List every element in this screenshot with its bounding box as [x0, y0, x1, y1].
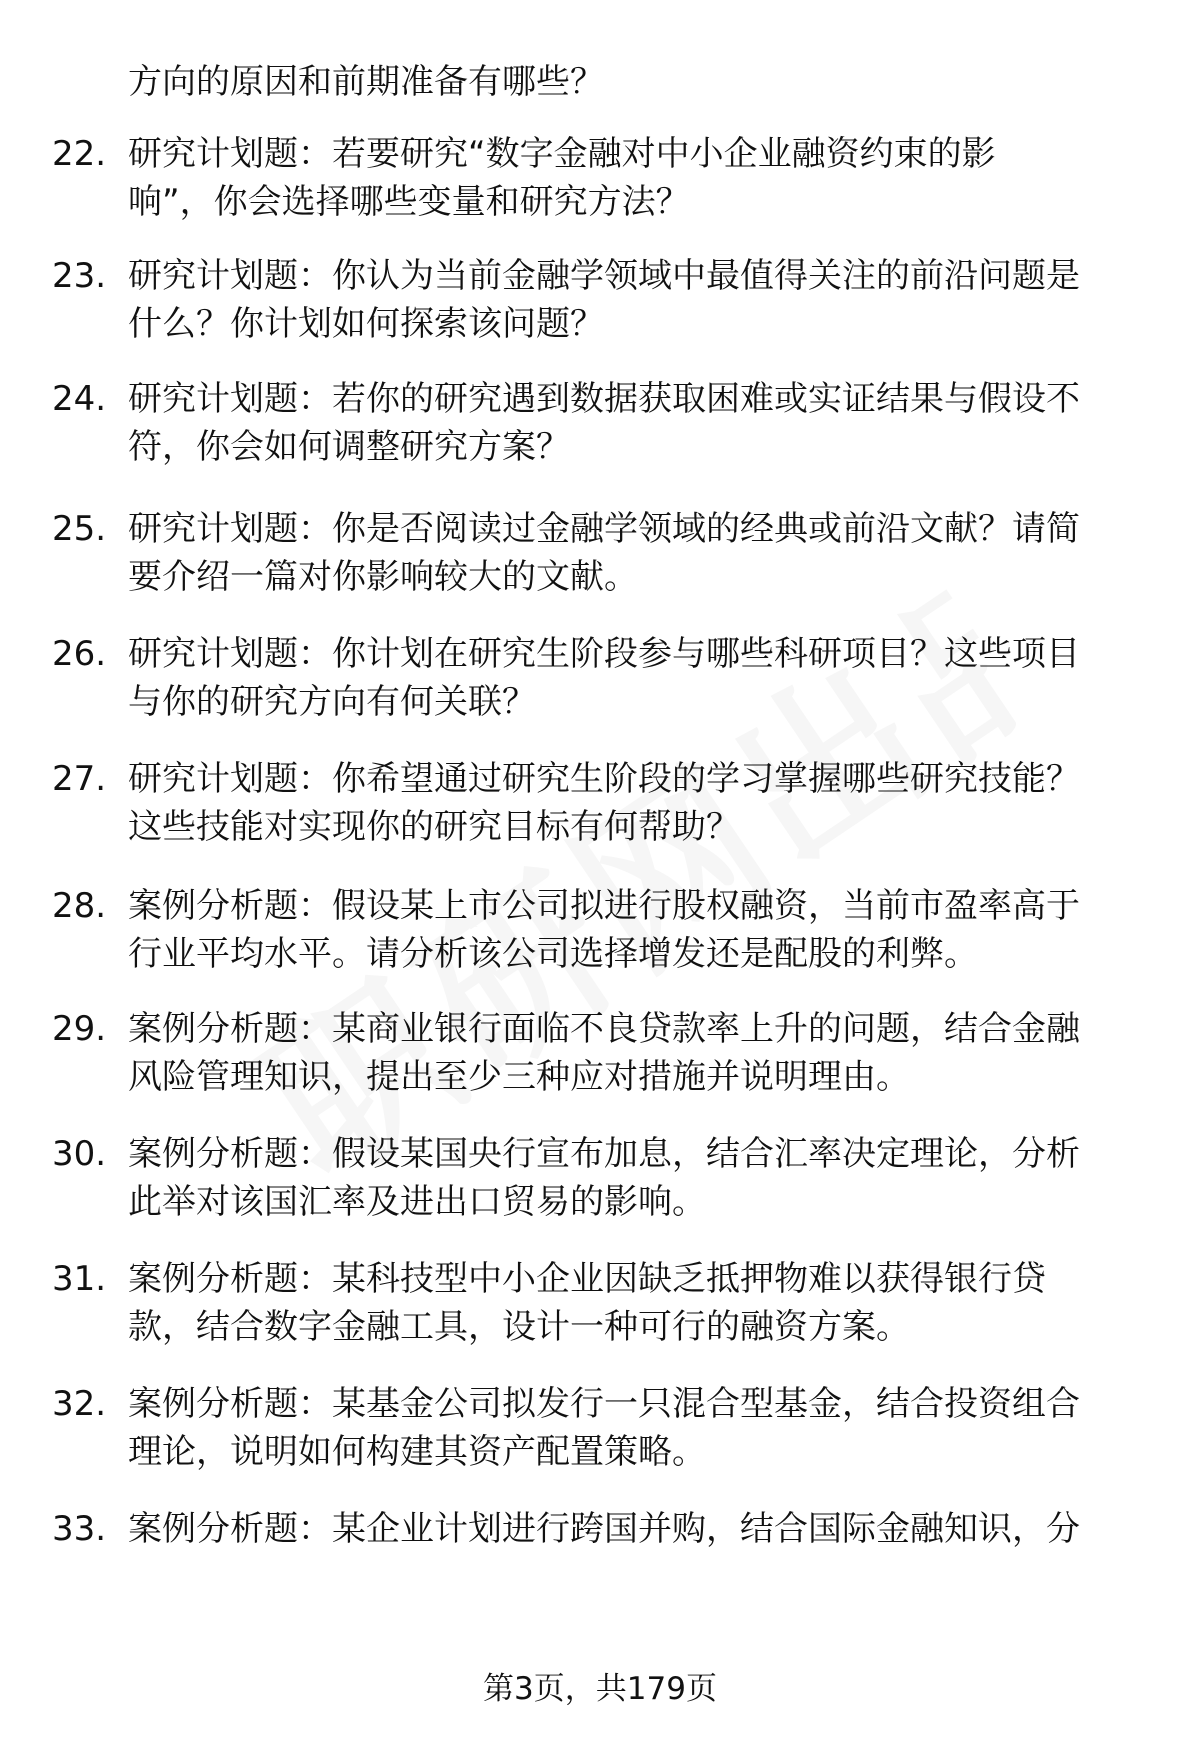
question-line: 此举对该国汇率及进出口贸易的影响。: [128, 1182, 706, 1222]
question-line: 研究计划题：若要研究“数字金融对中小企业融资约束的影: [128, 134, 996, 174]
question-text: [128, 375, 1140, 471]
question-item-22: [0, 130, 1200, 230]
question-item-23: [0, 252, 1200, 352]
question-number: 25.: [52, 509, 107, 549]
question-line: 研究计划题：你希望通过研究生阶段的学习掌握哪些研究技能？: [128, 759, 1080, 799]
question-item-30: [0, 1130, 1200, 1230]
page-footer: 第3页，共179页: [483, 1671, 717, 1707]
question-line: 行业平均水平。请分析该公司选择增发还是配股的利弊。: [128, 934, 978, 974]
continued-question-text: 方向的原因和前期准备有哪些？: [128, 62, 604, 102]
question-number: 23.: [52, 256, 107, 296]
question-item-28: [0, 882, 1200, 982]
question-item-33: [0, 1505, 1200, 1605]
question-line: 理论，说明如何构建其资产配置策略。: [128, 1432, 706, 1472]
question-line: 响”，你会选择哪些变量和研究方法？: [128, 182, 690, 222]
question-item-26: [0, 630, 1200, 730]
question-line: 研究计划题：你认为当前金融学领域中最值得关注的前沿问题是: [128, 256, 1080, 296]
question-line: 风险管理知识，提出至少三种应对措施并说明理由。: [128, 1057, 910, 1097]
question-line: 案例分析题：某商业银行面临不良贷款率上升的问题，结合金融: [128, 1009, 1080, 1049]
question-item-25: [0, 505, 1200, 605]
question-line: 案例分析题：假设某国央行宣布加息，结合汇率决定理论，分析: [128, 1134, 1080, 1174]
question-line: 要介绍一篇对你影响较大的文献。: [128, 557, 638, 597]
question-text: [128, 1505, 1140, 1553]
question-text: [128, 630, 1140, 726]
question-number: 24.: [52, 379, 107, 419]
question-text: [128, 1005, 1140, 1101]
question-line: 案例分析题：某企业计划进行跨国并购，结合国际金融知识，分: [128, 1509, 1080, 1549]
question-line: 这些技能对实现你的研究目标有何帮助？: [128, 807, 740, 847]
question-item-31: [0, 1255, 1200, 1355]
question-item-32: [0, 1380, 1200, 1480]
question-line: 什么？你计划如何探索该问题？: [128, 304, 604, 344]
question-number: 29.: [52, 1009, 107, 1049]
question-line: 与你的研究方向有何关联？: [128, 682, 536, 722]
question-line: 案例分析题：假设某上市公司拟进行股权融资，当前市盈率高于: [128, 886, 1080, 926]
question-text: [128, 755, 1140, 851]
question-number: 27.: [52, 759, 107, 799]
question-line: 案例分析题：某基金公司拟发行一只混合型基金，结合投资组合: [128, 1384, 1080, 1424]
question-item-24: [0, 375, 1200, 475]
question-text: [128, 1380, 1140, 1476]
question-line: 研究计划题：你计划在研究生阶段参与哪些科研项目？这些项目: [128, 634, 1080, 674]
question-text: [128, 882, 1140, 978]
question-text: [128, 130, 1140, 226]
question-number: 22.: [52, 134, 107, 174]
question-text: [128, 252, 1140, 348]
question-line: 符，你会如何调整研究方案？: [128, 427, 570, 467]
question-number: 33.: [52, 1509, 107, 1549]
question-number: 28.: [52, 886, 107, 926]
question-line: 案例分析题：某科技型中小企业因缺乏抵押物难以获得银行贷: [128, 1259, 1046, 1299]
question-item-29: [0, 1005, 1200, 1105]
question-line: 款，结合数字金融工具，设计一种可行的融资方案。: [128, 1307, 910, 1347]
question-line: 研究计划题：若你的研究遇到数据获取困难或实证结果与假设不: [128, 379, 1080, 419]
question-line: 研究计划题：你是否阅读过金融学领域的经典或前沿文献？请简: [128, 509, 1080, 549]
question-number: 26.: [52, 634, 107, 674]
question-text: [128, 1130, 1140, 1226]
question-number: 32.: [52, 1384, 107, 1424]
question-text: [128, 1255, 1140, 1351]
question-number: 30.: [52, 1134, 107, 1174]
question-number: 31.: [52, 1259, 107, 1299]
question-item-27: [0, 755, 1200, 855]
question-text: [128, 505, 1140, 601]
